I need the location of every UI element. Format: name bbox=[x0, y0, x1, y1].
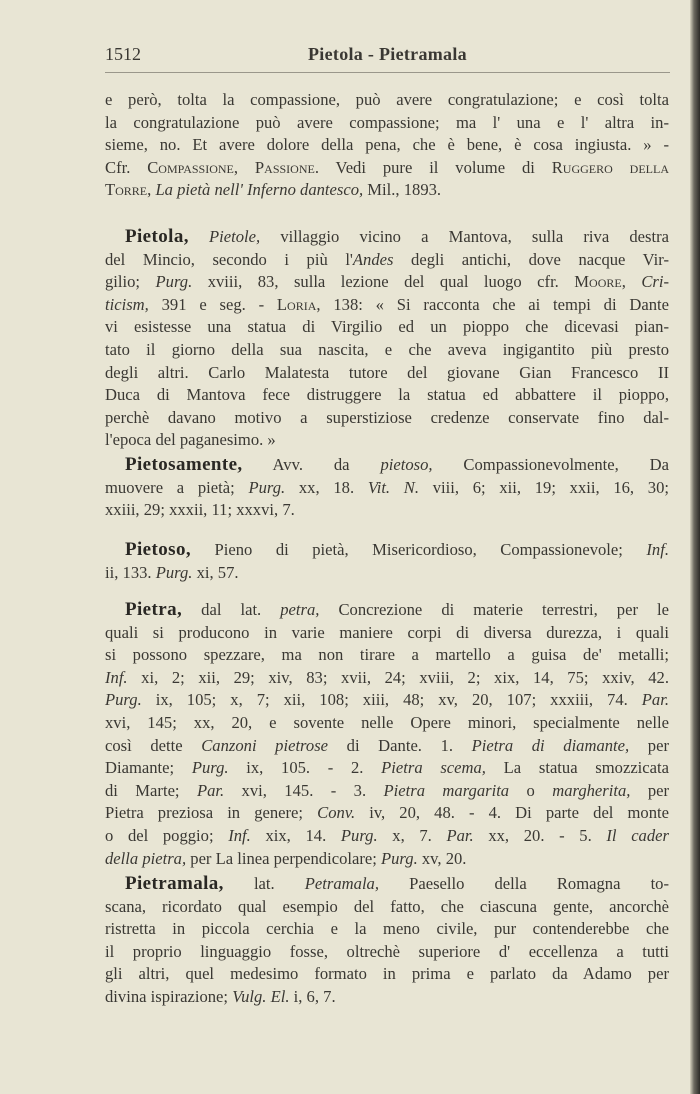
page-number: 1512 bbox=[105, 44, 141, 64]
text-segment: Cfr. bbox=[105, 157, 148, 177]
text-segment: tato il giorno della sua nascita, e che aveva ingigantito più presto bbox=[105, 339, 669, 359]
text-line bbox=[105, 825, 669, 848]
text-line bbox=[105, 477, 669, 500]
italic-text: Par. bbox=[641, 690, 669, 710]
text-segment: scana, ricordato qual esempio del fatto, che ciascuna gente, ancorchè bbox=[105, 896, 669, 916]
text-segment: gli altri, quel medesimo formato in prima e parlato da Adamo per bbox=[105, 964, 669, 984]
text-line bbox=[105, 112, 669, 135]
italic-text: Il cader bbox=[606, 825, 669, 845]
running-title: Pietola - Pietramala bbox=[308, 44, 467, 64]
text-segment: muovere a pietà; bbox=[105, 477, 249, 497]
italic-text: pietoso, bbox=[380, 455, 433, 474]
text-segment: xvi, 145. - 3. bbox=[224, 780, 384, 800]
text-line bbox=[105, 249, 669, 272]
italic-text: Conv. bbox=[317, 803, 356, 823]
text-segment: Concrezione di materie terrestri, per le bbox=[319, 600, 669, 619]
italic-text: Canzoni pietrose bbox=[201, 735, 329, 755]
headword: Pietola, bbox=[125, 226, 189, 247]
text-segment: x, 7. bbox=[377, 825, 447, 845]
text-line bbox=[105, 454, 669, 477]
text-line bbox=[105, 802, 669, 825]
text-line bbox=[105, 407, 669, 430]
headword: Pietoso, bbox=[125, 539, 191, 560]
text-line bbox=[105, 986, 669, 1009]
text-line bbox=[105, 689, 669, 712]
text-line bbox=[105, 294, 669, 317]
text-segment: del Mincio, secondo i più l' bbox=[105, 249, 353, 269]
text-segment: il proprio linguaggio fosse, oltrechè superiore d' eccellenza a tutti bbox=[105, 941, 669, 961]
text-segment: così dette bbox=[105, 735, 202, 755]
small-caps-text: Torre bbox=[105, 180, 148, 200]
text-segment: . Vedi pure il volume di bbox=[314, 157, 552, 177]
italic-text: Pietole, bbox=[209, 227, 261, 246]
text-segment: i, 6, 7. bbox=[289, 986, 336, 1006]
text-segment: quali si producono in varie maniere corpi di diversa durezza, i quali bbox=[105, 622, 669, 642]
text-line bbox=[105, 622, 669, 645]
text-line bbox=[105, 712, 669, 735]
text-segment: xv, 20. bbox=[417, 848, 467, 868]
text-line bbox=[105, 271, 669, 294]
italic-text: Purg. bbox=[155, 272, 193, 292]
text-line bbox=[105, 667, 669, 690]
text-segment: Paesello della Romagna to- bbox=[379, 874, 670, 893]
text-segment: si possono spezzare, ma non tirare a martello a guisa de' metalli; bbox=[105, 645, 669, 665]
text-line bbox=[105, 873, 669, 896]
italic-text: Pietra margarita bbox=[383, 780, 510, 800]
italic-text: Inf. bbox=[228, 825, 251, 845]
headword: Pietosamente, bbox=[125, 454, 243, 475]
text-segment: iv, 20, 48. - 4. Di parte del monte bbox=[355, 803, 669, 823]
text-line bbox=[105, 780, 669, 803]
text-segment: di Dante. 1. bbox=[328, 735, 472, 755]
headword: Pietramala, bbox=[125, 873, 224, 894]
text-segment: villaggio vicino a Mantova, sulla riva destra bbox=[260, 227, 669, 246]
text-line bbox=[105, 941, 669, 964]
text-segment: xi, 2; xii, 29; xiv, 83; xvii, 24; xviii, 2; xix, 14, 75; xxiv, 42. bbox=[127, 667, 669, 687]
text-segment: per bbox=[629, 735, 669, 755]
text-line bbox=[105, 963, 669, 986]
header-rule bbox=[105, 72, 670, 73]
italic-text: Petramala, bbox=[304, 874, 379, 893]
italic-text: Purg. bbox=[105, 690, 142, 710]
italic-text: della pietra, bbox=[105, 848, 187, 868]
text-segment: ristretta in piccola cerchia e la meno civile, pur contenderebbe che bbox=[105, 919, 669, 939]
text-segment: degli altri. Carlo Malatesta tutore del giovane Gian Francesco II bbox=[105, 362, 669, 382]
text-segment: , 138: « Si racconta che ai tempi di Dante bbox=[316, 294, 669, 314]
text-segment: ix, 105. - 2. bbox=[228, 758, 382, 778]
italic-text: petra, bbox=[280, 600, 320, 619]
book-edge-shadow bbox=[690, 0, 700, 1094]
text-segment: xx, 18. bbox=[285, 477, 368, 497]
italic-text: Par. bbox=[446, 825, 474, 845]
italic-text: Purg. bbox=[340, 825, 378, 845]
text-line bbox=[105, 89, 669, 112]
text-segment: ix, 105; x, 7; xii, 108; xiii, 48; xv, 20, 107; xxxiii, 74. bbox=[141, 690, 642, 710]
text-segment: perchè davano motivo a superstiziose credenze conservate fino dal- bbox=[105, 407, 669, 427]
text-line bbox=[105, 316, 669, 339]
entry-pietosamente bbox=[105, 454, 669, 522]
text-line bbox=[105, 339, 669, 362]
text-line bbox=[105, 896, 669, 919]
text-segment: sieme, no. Et avere dolore della pena, che è bene, è cosa ingiusta. » - bbox=[105, 135, 669, 155]
italic-text: Inf. bbox=[105, 667, 128, 687]
text-line bbox=[105, 226, 669, 249]
small-caps-text: Passione bbox=[254, 157, 315, 177]
text-segment: degli antichi, dove nacque Vir- bbox=[393, 249, 669, 269]
text-segment: Diamante; bbox=[105, 758, 192, 778]
text-segment: Avv. da bbox=[242, 455, 381, 474]
entry-pietoso bbox=[105, 539, 669, 584]
entry-pietola bbox=[105, 226, 669, 452]
italic-text: Par. bbox=[196, 780, 225, 800]
text-segment: , bbox=[233, 157, 255, 177]
text-segment: la congratulazione può avere compassione; ma l' una e l' altra in- bbox=[105, 112, 669, 132]
small-caps-text: Loria bbox=[276, 294, 317, 314]
text-segment: , bbox=[621, 272, 642, 292]
small-caps-text: Compassione bbox=[147, 157, 234, 177]
text-line bbox=[105, 134, 669, 157]
text-line bbox=[105, 735, 669, 758]
italic-text: Andes bbox=[352, 249, 394, 269]
text-segment: Pietra preziosa in genere; bbox=[105, 803, 318, 823]
text-line bbox=[105, 918, 669, 941]
italic-text: Purg. bbox=[248, 477, 286, 497]
small-caps-text: Ruggero della bbox=[551, 157, 669, 177]
small-caps-text: Moore bbox=[574, 272, 622, 292]
text-segment: Pieno di pietà, Misericordioso, Compassionevole; bbox=[191, 540, 647, 559]
text-segment: xx, 20. - 5. bbox=[473, 825, 607, 845]
text-segment: dal lat. bbox=[182, 600, 281, 619]
running-header bbox=[105, 44, 670, 68]
text-segment: di Marte; bbox=[105, 780, 197, 800]
text-segment: gilio; bbox=[105, 272, 156, 292]
text-segment: xix, 14. bbox=[250, 825, 341, 845]
text-segment: divina ispirazione; bbox=[105, 986, 233, 1006]
text-segment: ii, 133. bbox=[105, 562, 156, 582]
italic-text: margherita, bbox=[552, 780, 631, 800]
text-segment: Duca di Mantova fece distruggere la statua ed abbattere il pioppo, bbox=[105, 385, 669, 405]
text-line bbox=[105, 848, 669, 871]
text-line bbox=[105, 384, 669, 407]
text-segment: , bbox=[147, 180, 156, 200]
text-segment: xxiii, 29; xxxii, 11; xxxvi, 7. bbox=[105, 500, 295, 520]
text-segment: o bbox=[509, 780, 553, 800]
text-line bbox=[105, 757, 669, 780]
italic-text: Cri- bbox=[641, 272, 670, 292]
italic-text: Purg. bbox=[191, 758, 229, 778]
text-segment: 391 e seg. - bbox=[148, 294, 277, 314]
text-segment: vi esistesse una statua di Virgilio ed un pioppo che dicevasi pian- bbox=[105, 317, 669, 337]
text-segment: xvi, 145; xx, 20, e sovente nelle Opere minori, specialmente nelle bbox=[105, 712, 669, 732]
headword: Pietra, bbox=[125, 599, 183, 620]
text-segment: xviii, 83, sulla lezione del qual luogo cfr. bbox=[192, 272, 575, 292]
entry-pietra bbox=[105, 599, 669, 870]
italic-text: Inf. bbox=[646, 540, 669, 559]
entry-continuation bbox=[105, 89, 669, 202]
text-segment: Mil., 1893. bbox=[363, 180, 442, 200]
text-segment: La statua smozzicata bbox=[485, 758, 669, 778]
text-segment: l'epoca del paganesimo. » bbox=[105, 430, 276, 450]
text-line bbox=[105, 179, 669, 202]
text-line bbox=[105, 539, 669, 562]
text-segment: e però, tolta la compassione, può avere congratulazione; e così tolta bbox=[105, 90, 669, 109]
text-line bbox=[105, 499, 669, 522]
text-line bbox=[105, 562, 669, 585]
italic-text: Vulg. El. bbox=[232, 986, 290, 1006]
text-segment: lat. bbox=[223, 874, 305, 893]
text-line bbox=[105, 157, 669, 180]
text-segment: xi, 57. bbox=[192, 562, 239, 582]
italic-text: Vit. N. bbox=[367, 477, 420, 497]
text-segment: viii, 6; xii, 19; xxii, 16, 30; bbox=[419, 477, 670, 497]
italic-text: La pietà nell' Inferno dantesco, bbox=[155, 180, 364, 200]
italic-text: ticism, bbox=[105, 294, 149, 314]
text-segment bbox=[189, 227, 209, 246]
text-segment: o del poggio; bbox=[105, 825, 229, 845]
italic-text: Pietra scema, bbox=[381, 758, 486, 778]
text-line bbox=[105, 362, 669, 385]
text-segment: Compassionevolmente, Da bbox=[432, 455, 669, 474]
text-line bbox=[105, 644, 669, 667]
text-segment: per bbox=[630, 780, 670, 800]
text-line bbox=[105, 599, 669, 622]
italic-text: Purg. bbox=[155, 562, 193, 582]
italic-text: Pietra di diamante, bbox=[471, 735, 630, 755]
text-segment: per La linea perpendicolare; bbox=[186, 848, 381, 868]
italic-text: Purg. bbox=[381, 848, 418, 868]
text-line bbox=[105, 429, 669, 452]
entry-pietramala bbox=[105, 873, 669, 1009]
